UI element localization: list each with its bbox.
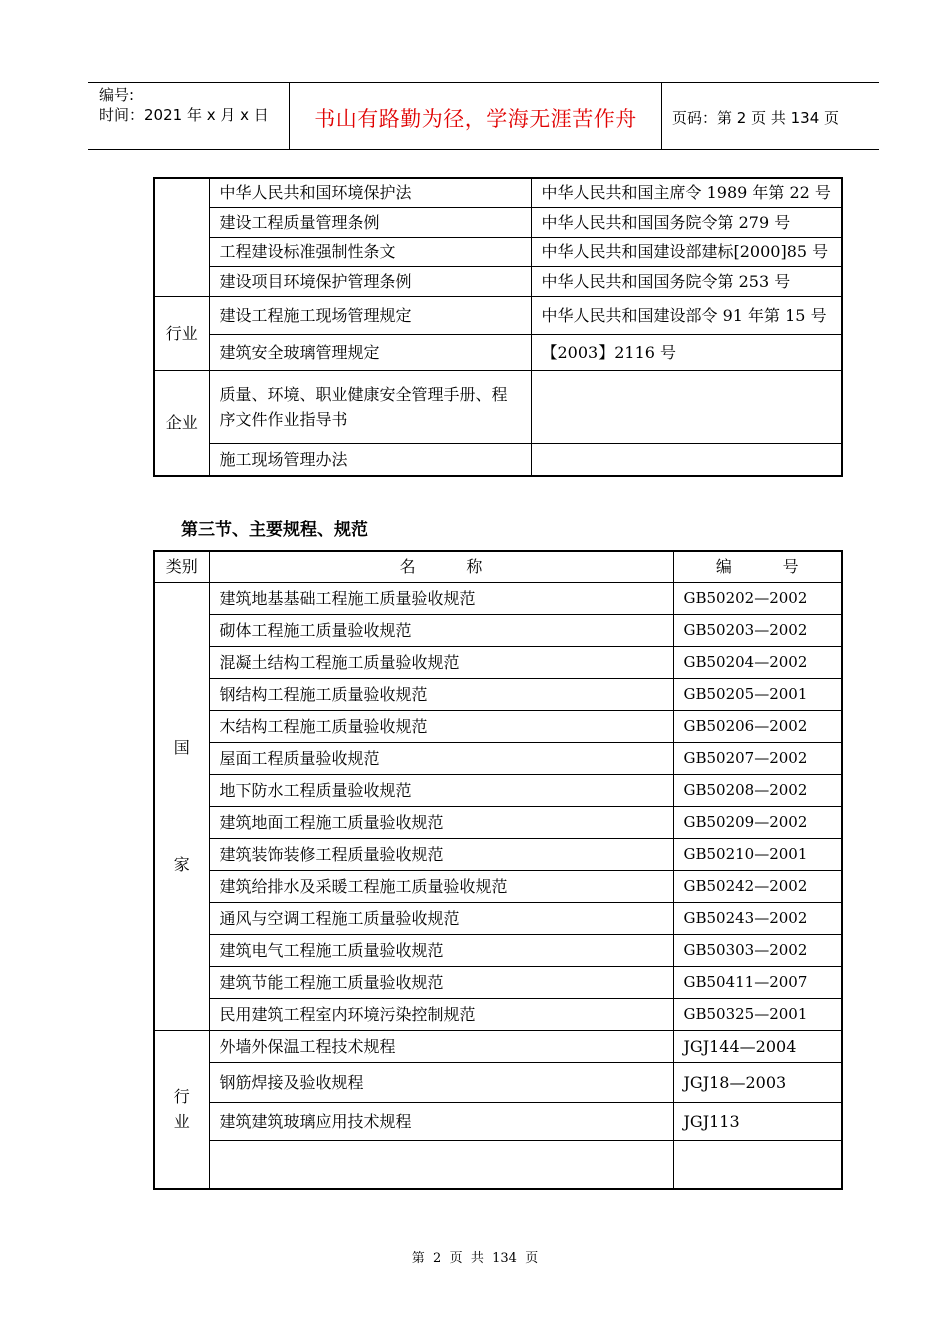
document-time-label: 时间：2021 年 x 月 x 日	[99, 106, 269, 124]
standard-name: 地下防水工程质量验收规范	[209, 774, 673, 806]
table-row	[154, 742, 842, 774]
table-row	[154, 966, 842, 998]
regulation-name: 建筑安全玻璃管理规定	[209, 334, 531, 370]
category-industry-char: 行	[173, 1087, 190, 1107]
table-row	[154, 1140, 842, 1189]
standard-name: 建筑装饰装修工程质量验收规范	[209, 838, 673, 870]
standard-code: GB50411—2007	[673, 966, 842, 998]
table-row	[154, 710, 842, 742]
category-national-char: 国	[173, 738, 190, 757]
standard-name: 建筑节能工程施工质量验收规范	[209, 966, 673, 998]
regulation-name: 建设项目环境保护管理条例	[209, 266, 531, 296]
section-title: 第三节、主要规程、规范	[181, 520, 368, 540]
regulation-code	[531, 370, 842, 443]
table-row	[154, 334, 842, 370]
category-cell	[154, 178, 209, 296]
regulation-code: 【2003】2116 号	[531, 334, 842, 370]
header-divider	[661, 82, 662, 149]
table-row	[154, 838, 842, 870]
standard-name: 通风与空调工程施工质量验收规范	[209, 902, 673, 934]
table-row	[154, 934, 842, 966]
page-footer: 第 2 页 共 134 页	[411, 1251, 539, 1266]
category-enterprise: 企业	[154, 370, 209, 476]
table-row	[154, 266, 842, 296]
standard-code: GB50205—2001	[673, 678, 842, 710]
standard-code	[673, 1140, 842, 1189]
table-row	[154, 998, 842, 1030]
regulation-code: 中华人民共和国建设部建标[2000]85 号	[531, 237, 842, 266]
header-bottom-rule	[88, 149, 879, 150]
category-industry-char: 业	[173, 1112, 190, 1132]
standard-code: GB50325—2001	[673, 998, 842, 1030]
header-page-number: 页码：第 2 页 共 134 页	[672, 109, 840, 127]
standard-code: GB50209—2002	[673, 806, 842, 838]
table-row	[154, 1030, 842, 1062]
standard-name: 屋面工程质量验收规范	[209, 742, 673, 774]
standard-code: GB50204—2002	[673, 646, 842, 678]
standard-code: GB50243—2002	[673, 902, 842, 934]
table-row	[154, 178, 842, 207]
regulation-code: 中华人民共和国国务院令第 279 号	[531, 207, 842, 237]
table-header-row	[154, 551, 842, 582]
table-row	[154, 296, 842, 334]
regulation-name: 施工现场管理办法	[209, 443, 531, 476]
regulation-name: 中华人民共和国环境保护法	[209, 178, 531, 207]
regulation-code: 中华人民共和国国务院令第 253 号	[531, 266, 842, 296]
column-header-category: 类别	[154, 551, 209, 582]
table-row	[154, 902, 842, 934]
header-motto: 书山有路勤为径，学海无涯苦作舟	[314, 107, 637, 131]
standard-name: 钢结构工程施工质量验收规范	[209, 678, 673, 710]
standard-name: 外墙外保温工程技术规程	[209, 1030, 673, 1062]
standard-name: 钢筋焊接及验收规程	[209, 1062, 673, 1102]
standard-name: 木结构工程施工质量验收规范	[209, 710, 673, 742]
standard-code: GB50242—2002	[673, 870, 842, 902]
regulation-name: 质量、环境、职业健康安全管理手册、程序文件作业指导书	[209, 370, 531, 443]
standard-code: JGJ18—2003	[673, 1062, 842, 1102]
standard-name: 建筑地基基础工程施工质量验收规范	[209, 582, 673, 614]
document-number-label: 编号:	[99, 86, 135, 104]
standard-code: JGJ113	[673, 1102, 842, 1140]
table-row	[154, 774, 842, 806]
standard-name: 民用建筑工程室内环境污染控制规范	[209, 998, 673, 1030]
standard-code: GB50206—2002	[673, 710, 842, 742]
column-header-code: 编 号	[673, 551, 842, 582]
standard-name: 建筑给排水及采暖工程施工质量验收规范	[209, 870, 673, 902]
standard-name	[209, 1140, 673, 1189]
table-row	[154, 614, 842, 646]
table-row	[154, 646, 842, 678]
category-industry: 行业	[154, 296, 209, 370]
standard-code: GB50303—2002	[673, 934, 842, 966]
table-row	[154, 207, 842, 237]
category-national	[154, 582, 209, 1030]
standard-name: 建筑电气工程施工质量验收规范	[209, 934, 673, 966]
regulation-code: 中华人民共和国主席令 1989 年第 22 号	[531, 178, 842, 207]
regulation-code: 中华人民共和国建设部令 91 年第 15 号	[531, 296, 842, 334]
table-row	[154, 1102, 842, 1140]
category-industry	[154, 1030, 209, 1189]
regulation-code	[531, 443, 842, 476]
standard-code: GB50203—2002	[673, 614, 842, 646]
regulation-name: 建设工程施工现场管理规定	[209, 296, 531, 334]
column-header-name: 名 称	[209, 551, 673, 582]
standard-name: 建筑地面工程施工质量验收规范	[209, 806, 673, 838]
standard-code: GB50202—2002	[673, 582, 842, 614]
table-row	[154, 870, 842, 902]
table-row	[154, 582, 842, 614]
standard-code: GB50207—2002	[673, 742, 842, 774]
standard-name: 砌体工程施工质量验收规范	[209, 614, 673, 646]
standard-code: GB50210—2001	[673, 838, 842, 870]
header-top-rule	[88, 82, 879, 83]
category-national-char: 家	[173, 855, 190, 874]
standard-code: JGJ144—2004	[673, 1030, 842, 1062]
standards-table	[153, 550, 843, 1190]
regulations-table	[153, 177, 843, 477]
regulation-name: 建设工程质量管理条例	[209, 207, 531, 237]
table-row	[154, 370, 842, 443]
table-row	[154, 1062, 842, 1102]
standard-code: GB50208—2002	[673, 774, 842, 806]
table-row	[154, 237, 842, 266]
standard-name: 混凝土结构工程施工质量验收规范	[209, 646, 673, 678]
table-row	[154, 678, 842, 710]
table-row	[154, 443, 842, 476]
regulation-name: 工程建设标准强制性条文	[209, 237, 531, 266]
standard-name: 建筑建筑玻璃应用技术规程	[209, 1102, 673, 1140]
table-row	[154, 806, 842, 838]
